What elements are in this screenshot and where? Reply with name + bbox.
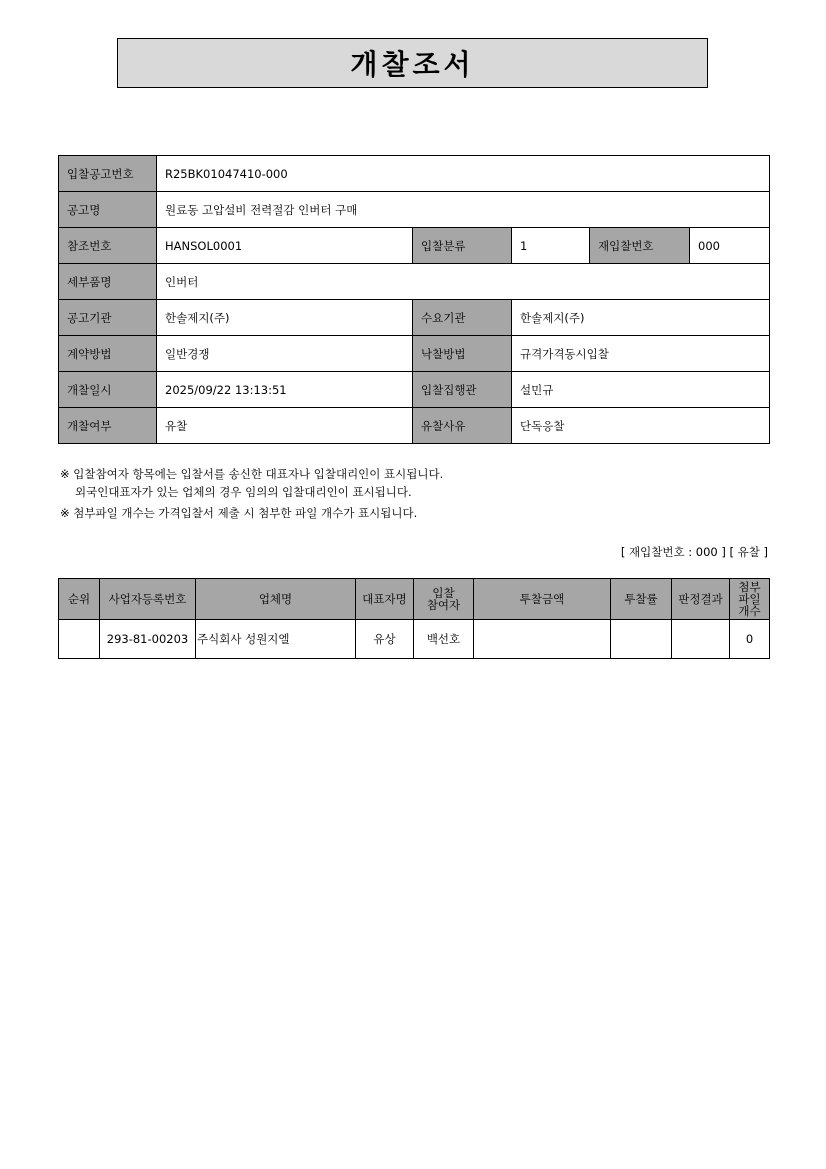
cell-rank bbox=[59, 620, 100, 659]
col-files-line-2: 파일 bbox=[738, 592, 761, 606]
org-label: 공고기관 bbox=[59, 300, 157, 336]
notice-name-label: 공고명 bbox=[59, 192, 157, 228]
open-datetime-label: 개찰일시 bbox=[59, 372, 157, 408]
notice-name-value: 원료동 고압설비 전력절감 인버터 구매 bbox=[157, 192, 770, 228]
ref-no-value: HANSOL0001 bbox=[157, 228, 413, 264]
col-amount: 투찰금액 bbox=[474, 579, 611, 620]
contract-method-value: 일반경쟁 bbox=[157, 336, 413, 372]
cell-rate bbox=[611, 620, 672, 659]
award-method-label: 낙찰방법 bbox=[413, 336, 512, 372]
col-rank: 순위 bbox=[59, 579, 100, 620]
document-title: 개찰조서 bbox=[117, 38, 708, 88]
org-value: 한솔제지(주) bbox=[157, 300, 413, 336]
col-biz-no: 사업자등록번호 bbox=[100, 579, 196, 620]
cell-amount bbox=[474, 620, 611, 659]
executor-label: 입찰집행관 bbox=[413, 372, 512, 408]
cell-files: 0 bbox=[730, 620, 770, 659]
demand-org-label: 수요기관 bbox=[413, 300, 512, 336]
fail-reason-label: 유찰사유 bbox=[413, 408, 512, 444]
ref-no-label: 참조번호 bbox=[59, 228, 157, 264]
col-ceo: 대표자명 bbox=[356, 579, 414, 620]
notice-no-label: 입찰공고번호 bbox=[59, 156, 157, 192]
note-line-2: 외국인대표자가 있는 업체의 경우 임의의 입찰대리인이 표시됩니다. bbox=[75, 485, 412, 499]
rebid-round-info: [ 재입찰번호 : 000 ] [ 유찰 ] bbox=[620, 545, 768, 559]
executor-value: 설민규 bbox=[512, 372, 770, 408]
bidder-table bbox=[58, 578, 770, 659]
info-row-open-datetime bbox=[59, 372, 770, 408]
bid-info-table bbox=[58, 155, 770, 444]
col-files bbox=[730, 579, 770, 620]
contract-method-label: 계약방법 bbox=[59, 336, 157, 372]
table-row bbox=[59, 620, 770, 659]
rebid-no-label: 재입찰번호 bbox=[590, 228, 690, 264]
note-line-3: ※ 첨부파일 개수는 가격입찰서 제출 시 첨부한 파일 개수가 표시됩니다. bbox=[60, 506, 418, 520]
bid-class-label: 입찰분류 bbox=[413, 228, 512, 264]
cell-participant: 백선호 bbox=[414, 620, 474, 659]
col-participant-line-1: 입찰 bbox=[432, 586, 455, 600]
note-line-1: ※ 입찰참여자 항목에는 입찰서를 송신한 대표자나 입찰대리인이 표시됩니다. bbox=[60, 467, 444, 481]
col-company: 업체명 bbox=[196, 579, 356, 620]
cell-result bbox=[672, 620, 730, 659]
info-row-item bbox=[59, 264, 770, 300]
col-participant-line-2: 참여자 bbox=[426, 598, 461, 612]
demand-org-value: 한솔제지(주) bbox=[512, 300, 770, 336]
fail-reason-value: 단독응찰 bbox=[512, 408, 770, 444]
notes bbox=[60, 465, 443, 522]
bidder-table-header bbox=[59, 579, 770, 620]
col-rate: 투찰률 bbox=[611, 579, 672, 620]
col-result: 판정결과 bbox=[672, 579, 730, 620]
notice-no-value: R25BK01047410-000 bbox=[157, 156, 770, 192]
rebid-no-value: 000 bbox=[690, 228, 770, 264]
info-row-contract bbox=[59, 336, 770, 372]
bid-class-value: 1 bbox=[512, 228, 590, 264]
open-datetime-value: 2025/09/22 13:13:51 bbox=[157, 372, 413, 408]
info-row-notice-no bbox=[59, 156, 770, 192]
info-row-notice-name bbox=[59, 192, 770, 228]
col-files-line-1: 첨부 bbox=[738, 580, 761, 594]
cell-biz-no: 293-81-00203 bbox=[100, 620, 196, 659]
info-row-open-status bbox=[59, 408, 770, 444]
col-participant bbox=[414, 579, 474, 620]
open-status-value: 유찰 bbox=[157, 408, 413, 444]
col-files-line-3: 개수 bbox=[738, 604, 761, 618]
award-method-value: 규격가격동시입찰 bbox=[512, 336, 770, 372]
info-row-ref-no bbox=[59, 228, 770, 264]
item-label: 세부품명 bbox=[59, 264, 157, 300]
open-status-label: 개찰여부 bbox=[59, 408, 157, 444]
item-value: 인버터 bbox=[157, 264, 770, 300]
info-row-org bbox=[59, 300, 770, 336]
cell-ceo: 유상 bbox=[356, 620, 414, 659]
cell-company: 주식회사 성원지엘 bbox=[196, 620, 356, 659]
